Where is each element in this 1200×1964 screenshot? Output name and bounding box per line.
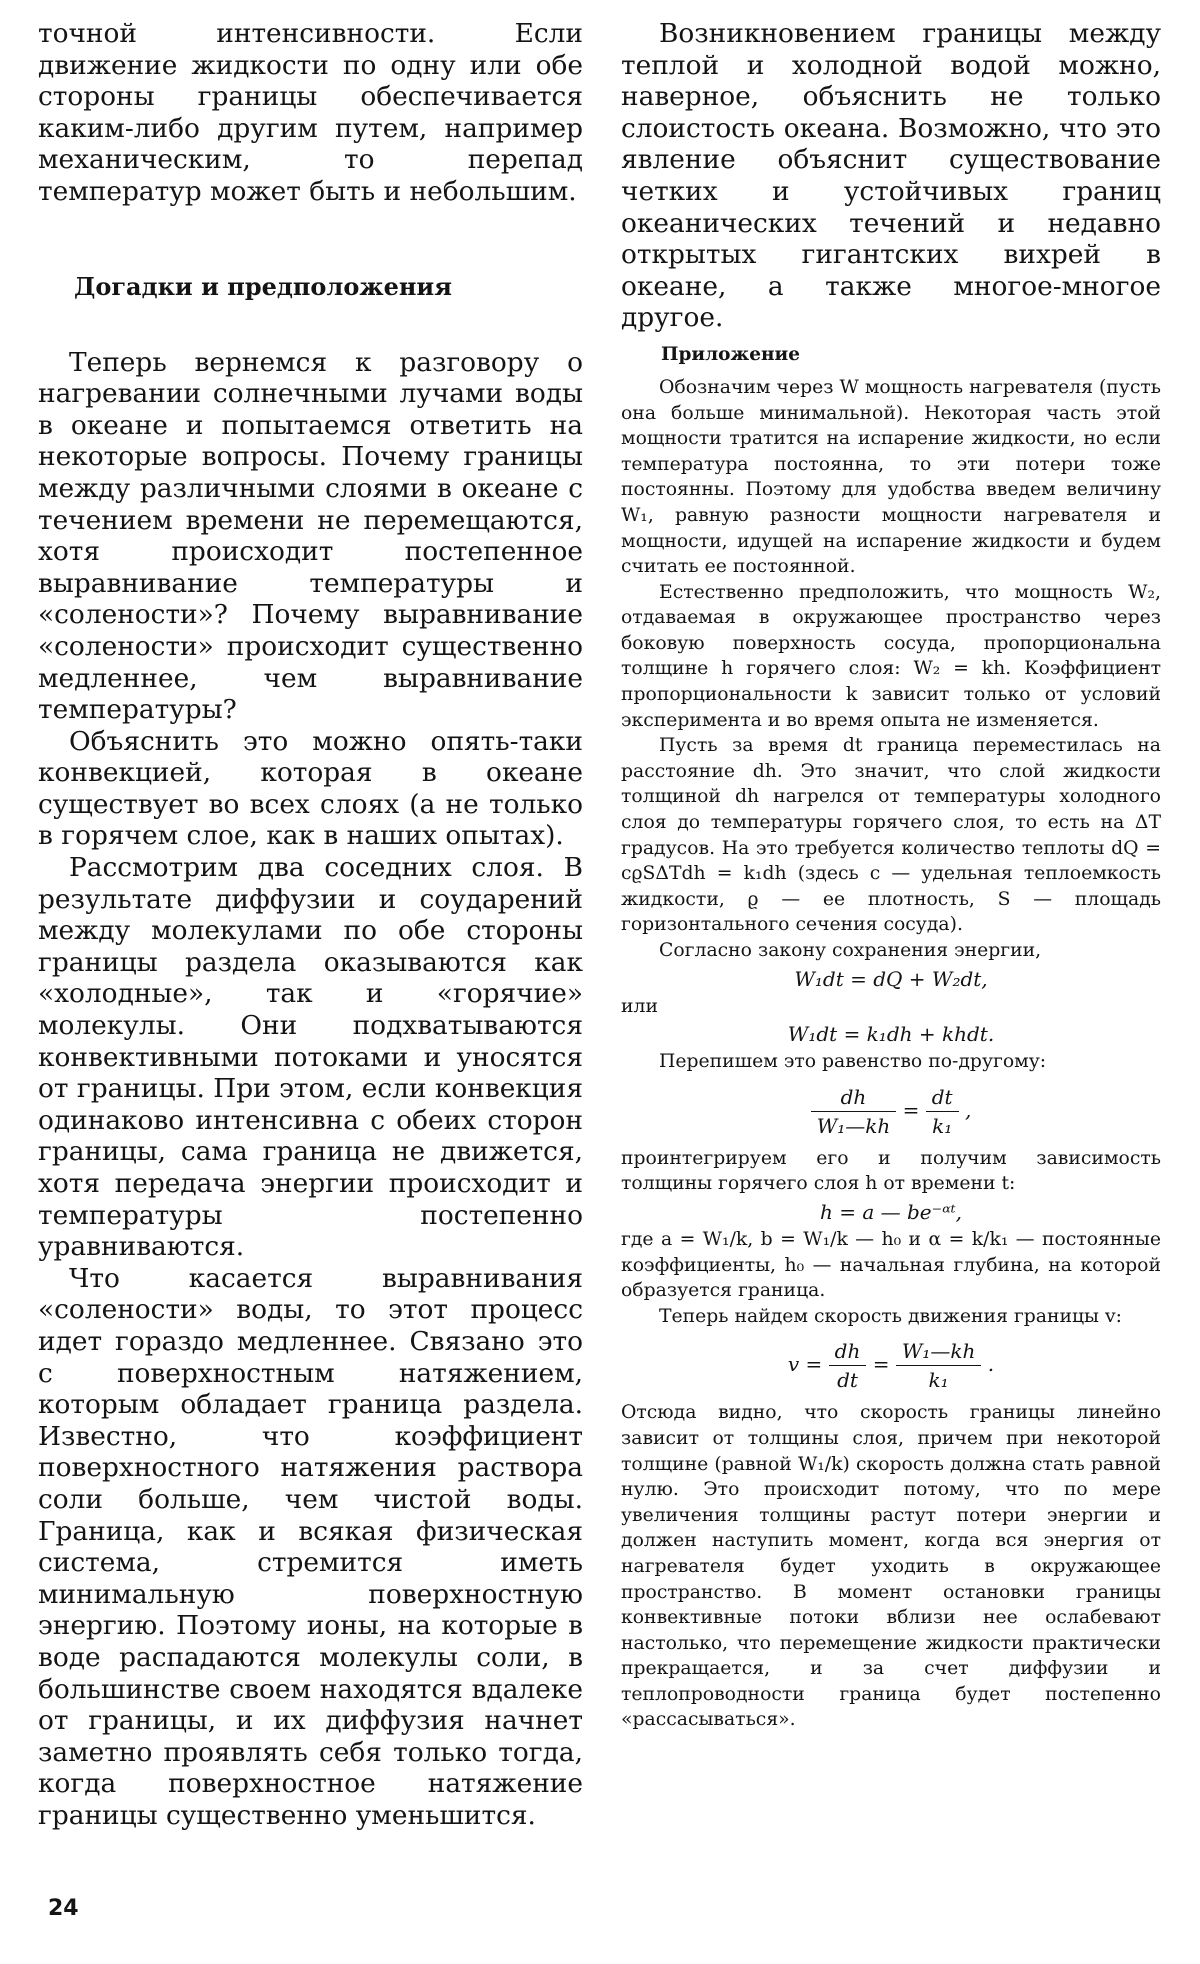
numerator: W₁—kh	[896, 1337, 982, 1366]
paragraph: Пусть за время dt граница переместилась на расстояние dh. Это значит, что слой жидкости толщиной dh нагрелся от температуры холодного слоя до температуры горячего слоя, то есть на ΔT градусов. На это требуется количество теплоты dQ = cϱSΔTdh = k₁dh (здесь c — удельная теплоемкость жидкости, ϱ — ее плотность, S — площадь горизонтального сечения сосуда).	[621, 735, 1161, 936]
paragraph: Возникновением границы между теплой и холодной водой можно, наверное, объяснить не только слоистость океана. Возможно, что это явление объяснит существование четких и устойчивых границ океанических течений и недавно открытых гигантских вихрей в океане, а также многое-многое другое.	[621, 18, 1161, 334]
numerator: dt	[926, 1083, 959, 1112]
paragraph: точной интенсивности. Если движение жидкости по одну или обе стороны границы обеспечивается каким-либо другим путем, например механическим, то перепад температур может быть и небольшим.	[38, 18, 583, 207]
denominator: k₁	[932, 1113, 953, 1138]
paragraph: Теперь вернемся к разговору о нагревании солнечными лучами воды в океане и попытаемся ответить на некоторые вопросы. Почему границы между различными слоями в океане с течением времени не перемещаются, хотя происходит постепенное выравнивание температуры и «солености»? Почему выравнивание «солености» происходит существенно медленнее, чем выравнивание температуры?	[38, 346, 583, 726]
right-column	[621, 18, 1161, 1733]
numerator: dh	[811, 1083, 897, 1112]
denominator: k₁	[928, 1368, 949, 1393]
left-column	[38, 18, 583, 1831]
fraction	[896, 1337, 982, 1394]
paragraph: где a = W₁/k, b = W₁/k — h₀ и α = k/k₁ — постоянные коэффициенты, h₀ — начальная глубина, на которой образуется граница.	[621, 1228, 1161, 1302]
denominator: W₁—kh	[816, 1113, 891, 1138]
paragraph: или	[621, 995, 658, 1017]
paragraph: Естественно предположить, что мощность W₂, отдаваемая в окружающее пространство через боковую поверхность сосуда, пропорциональна толщине h горячего слоя: W₂ = kh. Коэффициент пропорциональности k зависит только от условий эксперимента и во время опыта не изменяется.	[621, 581, 1161, 731]
paragraph: проинтегрируем его и получим зависимость толщины горячего слоя h от времени t:	[621, 1147, 1161, 1195]
paragraph: Что касается выравнивания «солености» воды, то этот процесс идет гораздо медленнее. Связано это с поверхностным натяжением, которым обладает граница раздела. Известно, что коэффициент поверхностного натяжения раствора соли больше, чем чистой воды. Граница, как и всякая физическая система, стремится иметь минимальную поверхностную энергию. Поэтому ионы, на которые в воде распадаются молекулы соли, в большинстве своем находятся вдалеке от границы, и их диффузия начнет заметно проявлять себя только тогда, когда поверхностное натяжение границы существенно уменьшится.	[38, 1262, 583, 1831]
equation-tail: ,	[964, 1097, 972, 1122]
page-number: 24	[48, 1896, 79, 1921]
paragraph: Согласно закону сохранения энергии,	[659, 940, 1042, 961]
equation: W₁dt = k₁dh + khdt.	[787, 1022, 995, 1047]
equation-lhs: v =	[787, 1352, 823, 1377]
paragraph: Обозначим через W мощность нагревателя (пусть она больше минимальной). Некоторая часть этой мощности тратится на испарение жидкости, но если температура постоянна, то эти потери тоже постоянны. Поэтому для удобства введем величину W₁, равную разности мощности нагревателя и мощности, идущей на испарение жидкости и будем считать ее постоянной.	[621, 376, 1161, 578]
equation-tail: .	[987, 1352, 995, 1377]
fraction-equation: $\frac{dh}{\text{W₁—kh}}$ = $\frac{dt}{\text{k₁}}$ ,	[621, 1083, 1161, 1140]
paragraph: Рассмотрим два соседних слоя. В результате диффузии и соударений между молекулами по обе стороны границы раздела оказываются как «холодные», так и «горячие» молекулы. Они подхватываются конвективными потоками и уносятся от границы. При этом, если конвекция одинаково интенсивна с обеих сторон границы, сама граница не движется, хотя передача энергии происходит и температуры постепенно уравниваются.	[38, 852, 584, 1263]
fraction	[829, 1337, 867, 1394]
paragraph: Перепишем это равенство по-другому:	[659, 1051, 1047, 1073]
paragraph: Объяснить это можно опять-таки конвекцией, которая в океане существует во всех слоях (а не только в горячем слое, как в наших опытах).	[38, 725, 583, 852]
fraction	[811, 1083, 897, 1140]
paragraph: Теперь найдем скорость движения границы v:	[659, 1305, 1122, 1327]
fraction-equation: v = $\frac{dh}{dt}$ = $\frac{\text{W₁—kh}}{\text{k₁}}$ .	[787, 1339, 995, 1393]
numerator: dh	[829, 1337, 867, 1366]
appendix-heading: Приложение	[661, 343, 800, 365]
denominator: dt	[837, 1368, 858, 1393]
equation: W₁dt = dQ + W₂dt,	[794, 966, 988, 991]
paragraph: Отсюда видно, что скорость границы линейно зависит от толщины слоя, причем при некоторой толщине (равной W₁/k) скорость должна стать равной нулю. Это происходит потому, что по мере увеличения толщины растут потери энергии и должен наступить момент, когда вся энергия от нагревателя будет уходить в окружающее пространство. В момент остановки границы конвективные потоки вблизи нее ослабевают настолько, что перемещение жидкости практически прекращается, и за счет диффузии и теплопроводности граница будет постепенно «рассасываться».	[621, 1402, 1161, 1731]
fraction	[926, 1083, 959, 1140]
section-heading: Догадки и предположения	[74, 271, 452, 301]
equation: h = a — be⁻ᵅᵗ,	[820, 1199, 962, 1224]
